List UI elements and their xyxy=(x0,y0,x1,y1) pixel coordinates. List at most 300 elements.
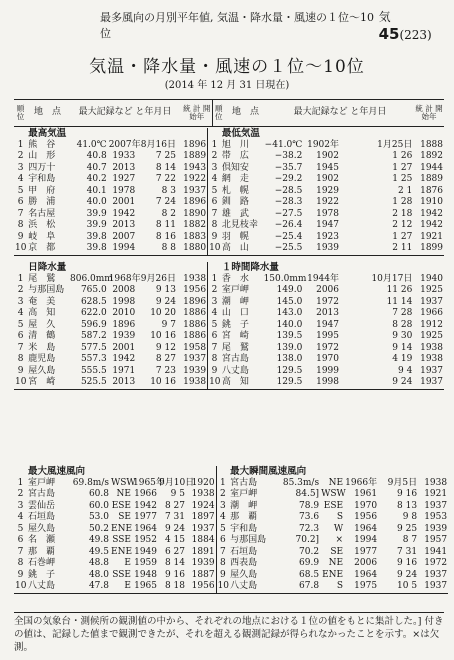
left-year: 2008 xyxy=(112,285,136,295)
right-value: 150.0mm xyxy=(263,273,307,284)
left-date: 8 27 xyxy=(155,354,176,364)
right-since: 1938 xyxy=(420,354,443,364)
right-station: 雄 武 xyxy=(221,208,249,219)
left-value: 628.5 xyxy=(80,296,107,307)
right-date: 9 30 xyxy=(392,331,413,341)
left-rank: 1 xyxy=(17,477,24,488)
left-since: 1896 xyxy=(177,297,208,309)
right-rank: 8 xyxy=(211,220,218,230)
precipitation-section xyxy=(14,262,444,390)
left-station: 屋久島 xyxy=(28,523,56,534)
left-date: 7 31 xyxy=(164,512,185,522)
left-value: 806.0mm xyxy=(70,273,113,284)
right-direction: NE xyxy=(328,558,344,568)
left-direction: ENE xyxy=(111,523,133,534)
right-date: 9 8 xyxy=(402,512,418,522)
footnote: 全国の気象台・測候所の観測値の中から、それぞれの地点における１位の値をもとに集計した。] 付きの値は、記録した値まで観測できたが、それを超える観測記録が得られなかったことを示す。×は欠測。 xyxy=(14,612,444,654)
right-station: 八丈島 xyxy=(221,365,249,376)
right-rank: 9 xyxy=(211,365,218,376)
left-since: 1956 xyxy=(186,581,216,593)
left-value: 48.8 xyxy=(88,558,109,568)
right-station: 八丈島 xyxy=(230,581,258,591)
right-value: 84.5] xyxy=(295,489,320,499)
left-value: 39.9 xyxy=(86,208,107,219)
left-since: 1886 xyxy=(177,320,208,332)
left-year: 2001 xyxy=(112,342,136,353)
header-rank: 順位 xyxy=(16,104,25,121)
left-since: 1937 xyxy=(177,354,208,366)
table-row xyxy=(14,377,444,389)
right-since: 1957 xyxy=(424,535,448,545)
right-station: 潮 岬 xyxy=(230,500,258,511)
left-station: 熊 谷 xyxy=(28,139,56,150)
left-year: 1952 xyxy=(134,535,157,545)
left-year: 1978 xyxy=(112,185,136,196)
header-rank-2: 順位 xyxy=(215,104,223,121)
table-row xyxy=(14,297,444,309)
header-record-2: 最大記録など と年月日 xyxy=(293,107,387,118)
left-rank: 7 xyxy=(17,208,24,219)
right-rank: 2 xyxy=(219,489,226,499)
running-head xyxy=(100,8,446,43)
table-row xyxy=(14,274,444,286)
left-year: 1965年 xyxy=(133,477,165,488)
right-date: 1 26 xyxy=(392,151,413,161)
right-station: 網 走 xyxy=(221,174,249,184)
right-value: −28.3 xyxy=(274,197,303,207)
right-since: 1966 xyxy=(420,308,443,318)
left-station: 米 島 xyxy=(28,342,56,353)
left-station: 屋 久 xyxy=(28,319,56,330)
left-value: 39.9 xyxy=(86,220,107,230)
right-value: −38.2 xyxy=(274,151,303,161)
left-value: 622.0 xyxy=(80,308,107,318)
right-rank: 3 xyxy=(211,296,218,307)
right-direction: S xyxy=(336,581,344,591)
left-year: 1939 xyxy=(112,331,136,341)
right-since: 1972 xyxy=(424,558,448,568)
right-since: 1944 xyxy=(420,162,443,173)
right-year: 1972 xyxy=(316,296,339,307)
left-rank: 9 xyxy=(17,365,24,376)
right-date: 2 11 xyxy=(392,243,413,253)
left-value: 40.8 xyxy=(86,151,107,161)
left-date: 7 25 xyxy=(155,151,176,161)
right-station: 石垣島 xyxy=(230,546,258,557)
left-station: 宮 崎 xyxy=(28,377,56,387)
left-direction: ESE xyxy=(111,500,131,511)
left-rank: 2 xyxy=(17,285,24,295)
right-station: 室戸岬 xyxy=(230,489,258,499)
right-station: 帯 広 xyxy=(221,151,249,161)
temperature-section xyxy=(14,128,444,256)
right-year: 1964 xyxy=(354,569,378,580)
table-row xyxy=(14,285,444,297)
left-since: 1937 xyxy=(177,186,208,198)
left-since: 1937 xyxy=(186,524,216,536)
right-rank: 4 xyxy=(211,308,218,318)
left-rank: 6 xyxy=(17,535,24,545)
right-date: 9 4 xyxy=(398,365,413,376)
left-since: 1883 xyxy=(177,232,208,244)
header-since: 統 計 開始年 xyxy=(182,100,212,127)
right-rank: 5 xyxy=(211,185,218,196)
left-value: 39.8 xyxy=(86,231,107,242)
right-value: −25.4 xyxy=(274,231,303,242)
right-station: 倶知安 xyxy=(221,162,249,173)
right-since: 1921 xyxy=(420,231,443,242)
left-rank: 6 xyxy=(17,331,24,341)
right-since: 1937 xyxy=(420,296,443,307)
table-row xyxy=(14,151,444,163)
right-date: 8 7 xyxy=(402,535,418,545)
right-value: 129.5 xyxy=(276,377,303,387)
right-year: 1970 xyxy=(316,354,339,364)
left-rank: 4 xyxy=(17,512,24,522)
section-title-left: 最高気温 xyxy=(27,128,207,140)
header-since-2: 統 計 開始年 xyxy=(415,104,443,121)
left-value: 60.0 xyxy=(88,500,109,511)
right-since: 1925 xyxy=(420,331,443,341)
right-year: 1945 xyxy=(316,162,339,173)
left-rank: 9 xyxy=(17,569,24,580)
right-since: 1899 xyxy=(420,243,443,253)
left-year: 1959 xyxy=(134,558,157,568)
section-title-right: 最大瞬間風速風向 xyxy=(230,466,307,477)
left-rank: 4 xyxy=(17,308,24,318)
right-value: −29.2 xyxy=(274,174,303,184)
running-head-text: 最多風向の月別平年値, 気温・降水量・風速の１位～10位 xyxy=(100,11,374,40)
right-rank: 6 xyxy=(211,197,218,207)
right-rank: 8 xyxy=(211,354,218,364)
right-value: 140.0 xyxy=(276,319,303,330)
left-date: 10 20 xyxy=(150,308,176,318)
left-rank: 8 xyxy=(17,354,24,364)
left-rank: 5 xyxy=(17,319,24,330)
left-station: 屋久島 xyxy=(28,365,56,376)
table-row xyxy=(14,581,448,593)
right-year: 1902 xyxy=(316,174,339,184)
right-rank: 1 xyxy=(211,139,218,150)
right-rank: 3 xyxy=(219,500,226,511)
header-place-2: 地 点 xyxy=(231,107,259,118)
left-year: 2013 xyxy=(112,162,136,173)
left-direction: E xyxy=(124,581,131,591)
left-date: 9 24 xyxy=(164,523,185,534)
right-year: 1929 xyxy=(316,185,339,196)
right-year: 1922 xyxy=(316,197,339,207)
right-date: 8 28 xyxy=(392,319,413,330)
left-rank: 8 xyxy=(17,558,24,568)
left-direction: E xyxy=(124,558,131,568)
right-year: 1966年 xyxy=(345,477,378,488)
right-rank: 2 xyxy=(211,151,218,161)
left-since: 1891 xyxy=(186,547,216,559)
right-date: 4 19 xyxy=(392,354,413,364)
left-year: 1942 xyxy=(112,208,136,219)
left-date: 9 16 xyxy=(164,569,185,580)
right-direction: ENE xyxy=(322,569,344,580)
left-since: 1938 xyxy=(177,274,208,286)
left-year: 1933 xyxy=(112,151,136,161)
left-value: 50.2 xyxy=(88,523,109,534)
table-row xyxy=(14,478,448,490)
left-rank: 5 xyxy=(17,523,24,534)
right-value: −41.0℃ xyxy=(264,139,303,150)
left-year: 2001 xyxy=(112,197,136,207)
right-year: 2006 xyxy=(316,285,339,295)
left-value: 49.8 xyxy=(88,535,109,545)
right-value: 139.0 xyxy=(276,342,303,353)
table-row xyxy=(14,558,448,570)
right-since: 1876 xyxy=(420,185,443,196)
right-date: 1 27 xyxy=(392,231,413,242)
right-since: 1912 xyxy=(420,319,443,330)
right-since: 1938 xyxy=(424,477,448,488)
left-direction: SSE xyxy=(112,535,131,545)
right-value: −35.7 xyxy=(274,162,303,173)
right-rank: 7 xyxy=(219,546,226,557)
right-value: −25.5 xyxy=(274,243,303,253)
left-station: 清 鶴 xyxy=(28,331,56,341)
right-since: 1937 xyxy=(420,377,443,387)
left-rank: 7 xyxy=(17,546,24,557)
left-since: 1886 xyxy=(177,308,208,320)
right-year: 1994 xyxy=(354,535,378,545)
right-since: 1938 xyxy=(420,342,443,353)
right-direction: W xyxy=(333,523,344,534)
right-rank: 4 xyxy=(211,174,218,184)
left-year: 1998 xyxy=(112,296,136,307)
table-row xyxy=(14,535,448,547)
right-value: 78.9 xyxy=(299,500,320,511)
table-row xyxy=(14,220,444,232)
left-station: 尾 鷲 xyxy=(28,273,56,284)
left-date: 8 18 xyxy=(164,581,185,591)
left-since: 1939 xyxy=(186,558,216,570)
right-rank: 3 xyxy=(211,162,218,173)
header-record: 最大記録など と年月日 xyxy=(78,107,172,118)
left-since: 1884 xyxy=(186,535,216,547)
table-row xyxy=(14,501,448,513)
left-station: 岐 阜 xyxy=(28,231,56,242)
right-value: 67.8 xyxy=(299,581,320,591)
right-rank: 7 xyxy=(211,342,218,353)
left-since: 1958 xyxy=(177,343,208,355)
right-since: 1937 xyxy=(420,365,443,376)
left-year: 1964 xyxy=(134,523,157,534)
right-direction: SE xyxy=(330,546,344,557)
left-date: 9 12 xyxy=(155,342,176,353)
right-value: 73.6 xyxy=(299,512,320,522)
left-year: 2007年 xyxy=(108,139,141,150)
right-value: 145.0 xyxy=(276,296,303,307)
page-title: 気温・降水量・風速の１位～10位 xyxy=(89,57,365,77)
right-date: 10 5 xyxy=(397,581,418,591)
left-since: 1938 xyxy=(186,489,216,501)
left-station: 宮古島 xyxy=(28,489,56,499)
right-year: 1947 xyxy=(316,319,339,330)
left-date: 10 16 xyxy=(150,331,176,341)
left-year: 1942 xyxy=(134,500,157,511)
left-year: 1994 xyxy=(112,243,136,253)
left-value: 596.9 xyxy=(80,319,107,330)
left-value: 557.3 xyxy=(80,354,107,364)
left-year: 1927 xyxy=(112,174,136,184)
left-date: 8 11 xyxy=(155,220,176,230)
right-rank: 5 xyxy=(219,523,226,534)
left-station: 石巻岬 xyxy=(28,558,56,568)
right-station: 宮古島 xyxy=(221,354,249,364)
right-since: 1892 xyxy=(420,151,443,161)
left-date: 9 13 xyxy=(155,285,176,295)
left-year: 1948 xyxy=(134,569,157,580)
right-station: 宇和島 xyxy=(230,523,258,534)
left-station: 京 都 xyxy=(28,243,56,253)
right-date: 2 12 xyxy=(392,220,413,230)
right-since: 1939 xyxy=(424,523,448,534)
right-date: 9月5日 xyxy=(387,477,418,488)
right-direction: WSW xyxy=(321,489,346,499)
left-date: 9 7 xyxy=(161,319,176,330)
right-direction: ESE xyxy=(323,500,344,511)
left-since: 1924 xyxy=(186,501,216,513)
left-year: 1968年 xyxy=(108,273,141,284)
table-row xyxy=(14,186,444,198)
left-station: 銚 子 xyxy=(28,569,56,580)
right-date: 7 31 xyxy=(397,546,418,557)
left-station: 浜 松 xyxy=(28,220,56,230)
right-year: 1970 xyxy=(354,500,378,511)
left-since: 1896 xyxy=(177,197,208,209)
right-value: 70.2 xyxy=(299,546,320,557)
left-direction: ENE xyxy=(111,546,133,557)
right-date: 9 16 xyxy=(397,558,418,568)
left-since: 1889 xyxy=(177,151,208,163)
left-rank: 7 xyxy=(17,342,24,353)
right-year: 2013 xyxy=(316,308,339,318)
left-value: 49.5 xyxy=(88,546,109,557)
left-station: 勝 浦 xyxy=(28,197,56,207)
left-rank: 8 xyxy=(17,220,24,230)
left-year: 1942 xyxy=(112,354,136,364)
right-year: 1902年 xyxy=(307,139,339,150)
right-year: 1977 xyxy=(354,546,378,557)
left-station: 山 形 xyxy=(28,151,56,161)
left-since: 1922 xyxy=(177,174,208,186)
page-number: 気 45(223) xyxy=(378,10,432,43)
right-since: 1889 xyxy=(420,174,443,184)
right-value: 85.3m/s xyxy=(282,477,320,488)
left-rank: 5 xyxy=(17,185,24,196)
right-value: 69.9 xyxy=(299,558,320,568)
right-station: 山 口 xyxy=(221,308,249,318)
left-station: 名古屋 xyxy=(28,208,56,219)
left-station: 甲 府 xyxy=(28,185,56,196)
left-value: 40.0 xyxy=(86,197,107,207)
left-value: 41.0℃ xyxy=(76,139,107,150)
right-date: 8 13 xyxy=(397,500,418,511)
left-date: 8 2 xyxy=(161,208,176,219)
left-date: 4 15 xyxy=(164,535,185,545)
right-station: 宮 崎 xyxy=(221,331,249,341)
right-rank: 8 xyxy=(219,558,226,568)
left-since: 1956 xyxy=(177,285,208,297)
right-station: 銚 子 xyxy=(221,319,249,330)
left-since: 1920 xyxy=(186,478,216,490)
right-station: 羽 幌 xyxy=(221,231,249,242)
right-since: 1942 xyxy=(420,220,443,230)
right-rank: 10 xyxy=(217,581,230,591)
left-date: 8 14 xyxy=(155,162,176,173)
table-row xyxy=(14,243,444,255)
left-value: 765.0 xyxy=(80,285,107,295)
left-since: 1887 xyxy=(186,570,216,582)
table-row xyxy=(14,570,448,582)
table-row xyxy=(14,140,444,152)
right-since: 1937 xyxy=(424,500,448,511)
right-station: 高 知 xyxy=(221,377,249,387)
section-title-right: 最低気温 xyxy=(221,128,260,139)
left-year: 1971 xyxy=(112,365,136,376)
right-station: 潮 岬 xyxy=(221,296,249,307)
right-rank: 1 xyxy=(219,477,226,488)
table-row xyxy=(14,163,444,175)
left-station: 高 知 xyxy=(28,308,56,318)
left-year: 2007 xyxy=(112,231,136,242)
right-year: 1978 xyxy=(316,208,339,219)
left-year: 1965 xyxy=(134,581,157,591)
left-rank: 4 xyxy=(17,174,24,184)
right-year: 1972 xyxy=(316,342,339,353)
right-value: 129.5 xyxy=(276,365,303,376)
right-rank: 5 xyxy=(211,319,218,330)
left-station: 与那国島 xyxy=(28,285,65,295)
right-value: 139.5 xyxy=(276,331,303,341)
left-rank: 10 xyxy=(15,581,27,591)
table-row xyxy=(14,331,444,343)
left-rank: 9 xyxy=(17,231,24,242)
table-row xyxy=(14,343,444,355)
left-value: 587.2 xyxy=(80,331,107,341)
left-date: 9月26日 xyxy=(140,273,176,284)
right-since: 1910 xyxy=(420,197,443,207)
left-value: 39.8 xyxy=(86,243,107,253)
right-value: 72.3 xyxy=(299,523,320,534)
wind-section xyxy=(14,466,448,594)
left-rank: 3 xyxy=(17,296,24,307)
right-station: 北見枝幸 xyxy=(221,220,258,230)
left-station: 宇和島 xyxy=(28,174,56,184)
left-year: 1896 xyxy=(112,319,136,330)
right-value: 138.0 xyxy=(276,354,303,364)
left-rank: 3 xyxy=(17,162,24,173)
left-rank: 1 xyxy=(17,139,24,150)
section-title-left: 最大風速風向 xyxy=(27,466,216,478)
left-date: 7 22 xyxy=(155,174,176,184)
right-date: 11 26 xyxy=(386,285,413,295)
right-since: 1940 xyxy=(420,273,443,284)
table-row xyxy=(14,320,444,332)
left-date: 8 27 xyxy=(164,500,185,511)
table-row xyxy=(14,366,444,378)
left-rank: 10 xyxy=(15,377,27,387)
right-since: 1941 xyxy=(424,546,448,557)
right-value: 68.5 xyxy=(299,569,320,580)
left-value: 555.5 xyxy=(80,365,107,376)
right-date: 10月17日 xyxy=(371,273,413,284)
right-station: 那 覇 xyxy=(230,512,258,522)
